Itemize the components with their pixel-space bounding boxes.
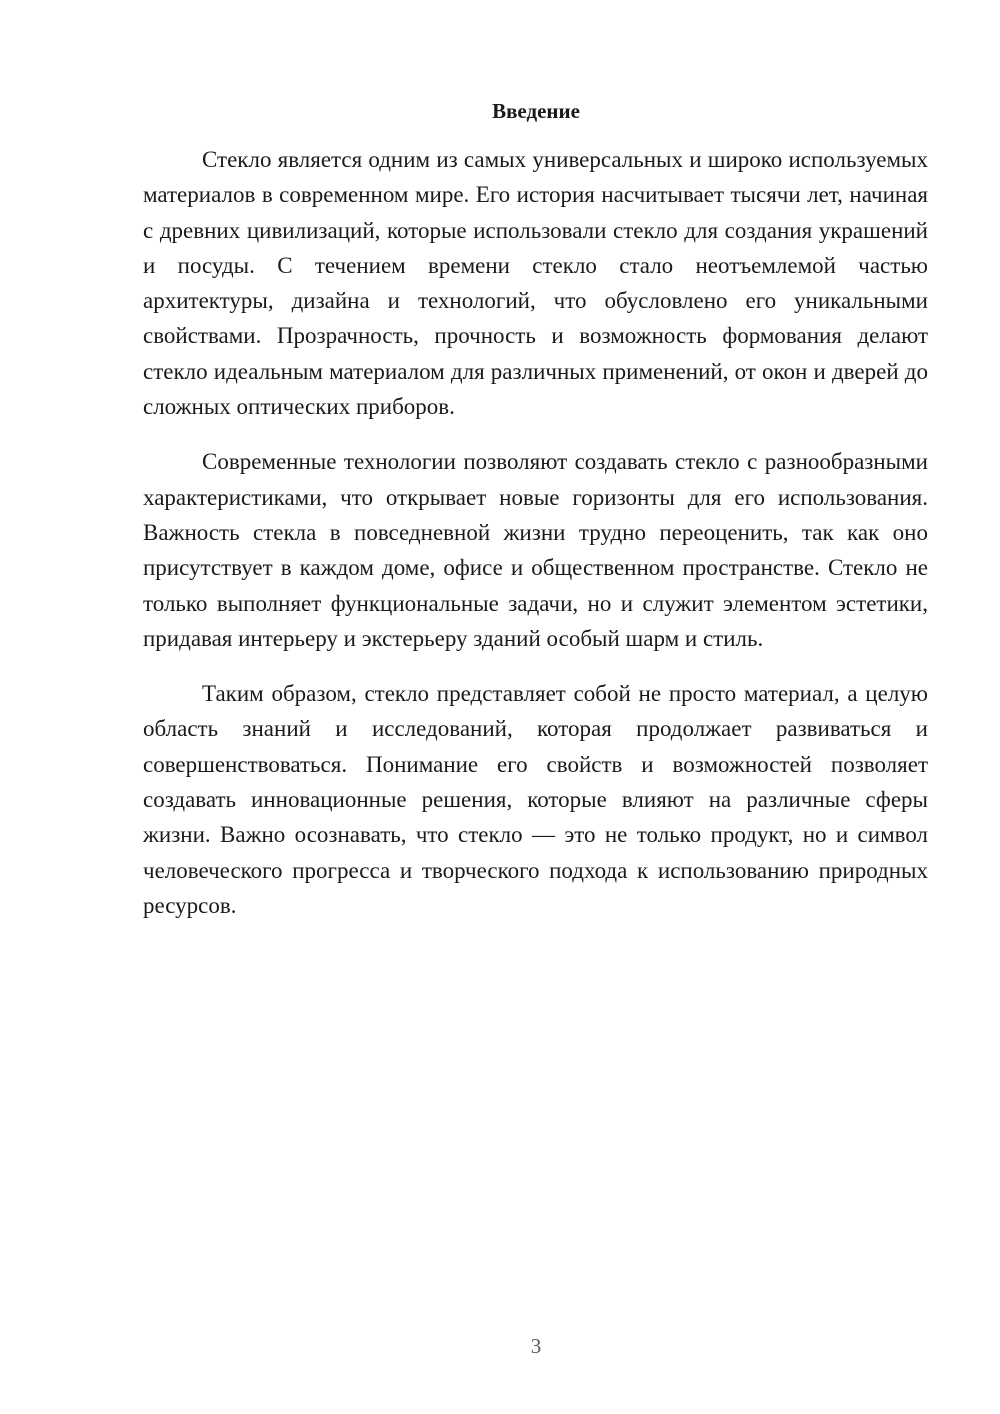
paragraph-3: Таким образом, стекло представляет собой не просто материал, а целую область знаний и исследований, которая продолжает развиваться и совершенствоваться. Понимание его свойств и возможностей позволяет создавать инновационные решения, которые влияют на различные сферы жизни. Важно осознавать, что стекло — это не только продукт, но и символ человеческого прогресса и творческого подхода к использованию природных ресурсов. [143, 681, 928, 918]
paragraph-1: Стекло является одним из самых универсальных и широко используемых материалов в современном мире. Его история насчитывает тысячи лет, начиная с древних цивилизаций, которые использовали стекло для создания украшений и посуды. С течением времени стекло стало неотъемлемой частью архитектуры, дизайна и технологий, что обусловлено его уникальными свойствами. Прозрачность, прочность и возможность формования делают стекло идеальным материалом для различных применений, от окон и дверей до сложных оптических приборов. [143, 147, 928, 420]
paragraph-2: Современные технологии позволяют создавать стекло с разнообразными характеристиками, что открывает новые горизонты для его использования. Важность стекла в повседневной жизни трудно переоценить, так как оно присутствует в каждом доме, офисе и общественном пространстве. Стекло не только выполняет функциональные задачи, но и служит элементом эстетики, придавая интерьеру и экстерьеру зданий особый шарм и стиль. [143, 449, 928, 651]
body-text [143, 142, 928, 943]
section-title: Введение [492, 99, 580, 123]
page-number: 3 [530, 1334, 542, 1358]
